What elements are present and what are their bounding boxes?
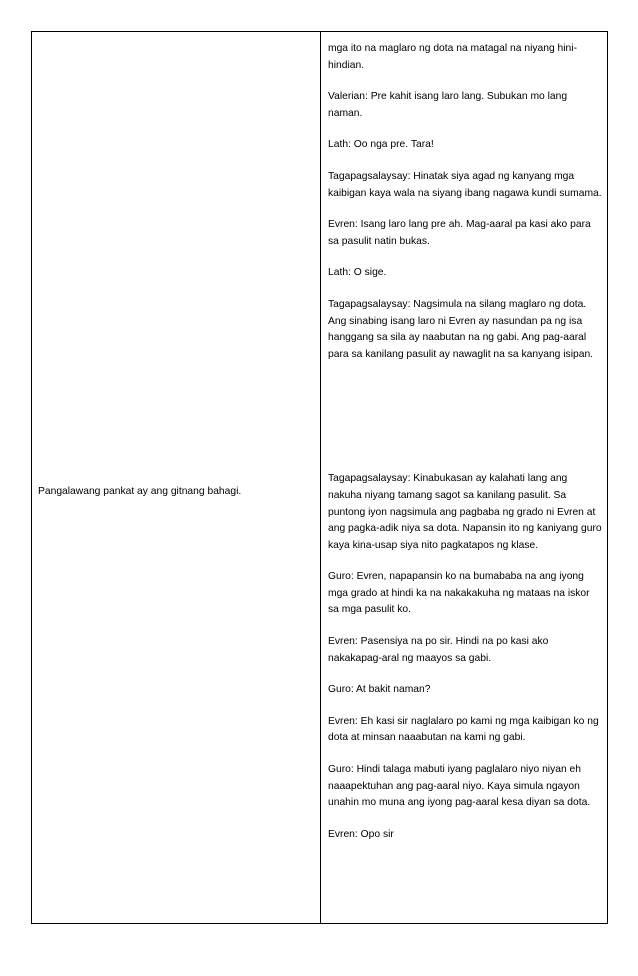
- dialogue-line: Tagapagsalaysay: Kinabukasan ay kalahati lang ang nakuha niyang tamang sagot sa kanilang pasulit. Sa puntong iyon nagsimula ang pagbaba ng grado ni Evren at ang pagka-adik niya sa dota. Napansin ito ng kaniyang guro kaya kina-usap siya nito pagkatapos ng klase.: [328, 473, 602, 551]
- dialogue-line: Tagapagsalaysay: Nagsimula na silang maglaro ng dota. Ang sinabing isang laro ni Evren ay nasundan pa ng isa hanggang sa sila ay naabutan na ng gabi. Ang pag-aaral para sa kanilang pasulit ay nawaglit na sa kanyang isipan.: [328, 298, 594, 360]
- left-cell: [38, 484, 314, 499]
- dialogue-line: Guro: Evren, napapansin ko na bumababa na ang iyong mga grado at hindi ka na nakakakuha ng mataas na iskor sa mga pasulit ko.: [328, 571, 590, 616]
- right-cell: [328, 41, 603, 858]
- dialogue-line: Lath: O sige.: [328, 267, 387, 279]
- column-divider: [320, 32, 321, 923]
- dialogue-line: Guro: Hindi talaga mabuti iyang paglalaro niyo niyan eh naaapektuhan ang pag-aaral niyo. Kaya simula ngayon unahin mo muna ang iyong pag-aaral kesa diyan sa dota.: [328, 764, 591, 809]
- dialogue-line: Valerian: Pre kahit isang laro lang. Subukan mo lang naman.: [328, 91, 568, 119]
- dialogue-line: mga ito na maglaro ng dota na matagal na niyang hini-hindian.: [328, 43, 578, 71]
- dialogue-line: Lath: Oo nga pre. Tara!: [328, 139, 434, 151]
- section-label: Pangalawang pankat ay ang gitnang bahagi.: [38, 486, 242, 497]
- dialogue-part-2: [328, 471, 603, 843]
- dialogue-line: Evren: Pasensiya na po sir. Hindi na po kasi ako nakakapag-aral ng maayos sa gabi.: [328, 636, 549, 664]
- dialogue-line: Tagapagsalaysay: Hinatak siya agad ng kanyang mga kaibigan kaya wala na siyang ibang nagawa kundi sumama.: [328, 170, 602, 199]
- dialogue-line: Evren: Isang laro lang pre ah. Mag-aaral pa kasi ako para sa pasulit natin bukas.: [328, 219, 591, 247]
- dialogue-line: Evren: Opo sir: [328, 828, 394, 840]
- dialogue-line: Evren: Eh kasi sir naglalaro po kami ng mga kaibigan ko ng dota at minsan naaabutan na kami ng gabi.: [328, 715, 599, 744]
- content-table: [31, 31, 608, 924]
- dialogue-part-1: [328, 41, 603, 363]
- dialogue-line: Guro: At bakit naman?: [328, 684, 431, 696]
